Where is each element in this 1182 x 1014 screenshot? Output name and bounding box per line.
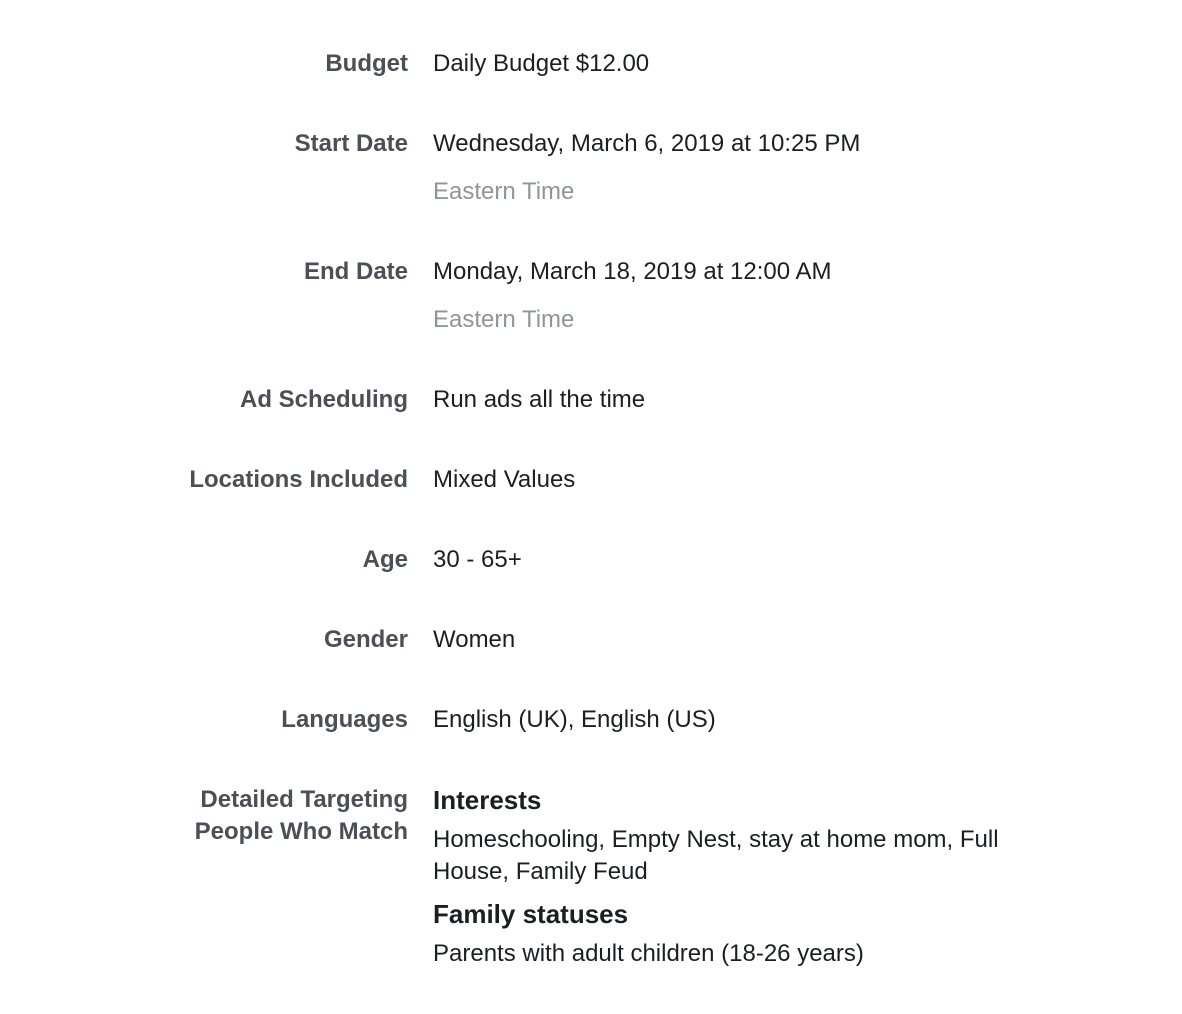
end-date-value-block [433, 256, 1053, 336]
end-date-timezone: Eastern Time [433, 306, 575, 333]
detailed-targeting-label-line2: People Who Match [194, 818, 408, 845]
start-date-timezone: Eastern Time [433, 178, 575, 205]
budget-label: Budget [325, 50, 408, 77]
targeting-group-text-family-statuses: Parents with adult children (18-26 years) [433, 940, 864, 967]
languages-value: English (UK), English (US) [433, 706, 716, 733]
start-date-value: Wednesday, March 6, 2019 at 10:25 PM [433, 130, 861, 157]
end-date-label: End Date [303, 258, 408, 285]
detailed-targeting-label-line1: Detailed Targeting [200, 786, 408, 813]
start-date-value-block [433, 128, 1053, 208]
detailed-targeting-value [433, 784, 1053, 980]
ad-scheduling-value: Run ads all the time [433, 386, 646, 413]
ad-scheduling-label: Ad Scheduling [240, 386, 408, 413]
locations-label: Locations Included [189, 466, 408, 493]
end-date-value: Monday, March 18, 2019 at 12:00 AM [433, 258, 832, 285]
locations-value: Mixed Values [433, 466, 576, 493]
targeting-group-title-interests: Interests [433, 785, 542, 815]
targeting-group-title-family-statuses: Family statuses [433, 899, 629, 929]
budget-value: Daily Budget $12.00 [433, 50, 650, 77]
gender-value: Women [433, 626, 516, 653]
start-date-label: Start Date [294, 130, 408, 157]
age-label: Age [362, 546, 408, 573]
languages-label: Languages [281, 706, 408, 733]
gender-label: Gender [323, 626, 408, 653]
detailed-targeting-label [108, 784, 408, 848]
targeting-group-text-interests: Homeschooling, Empty Nest, stay at home mom, Full House, Family Feud [433, 826, 999, 885]
age-value: 30 - 65+ [433, 546, 522, 573]
